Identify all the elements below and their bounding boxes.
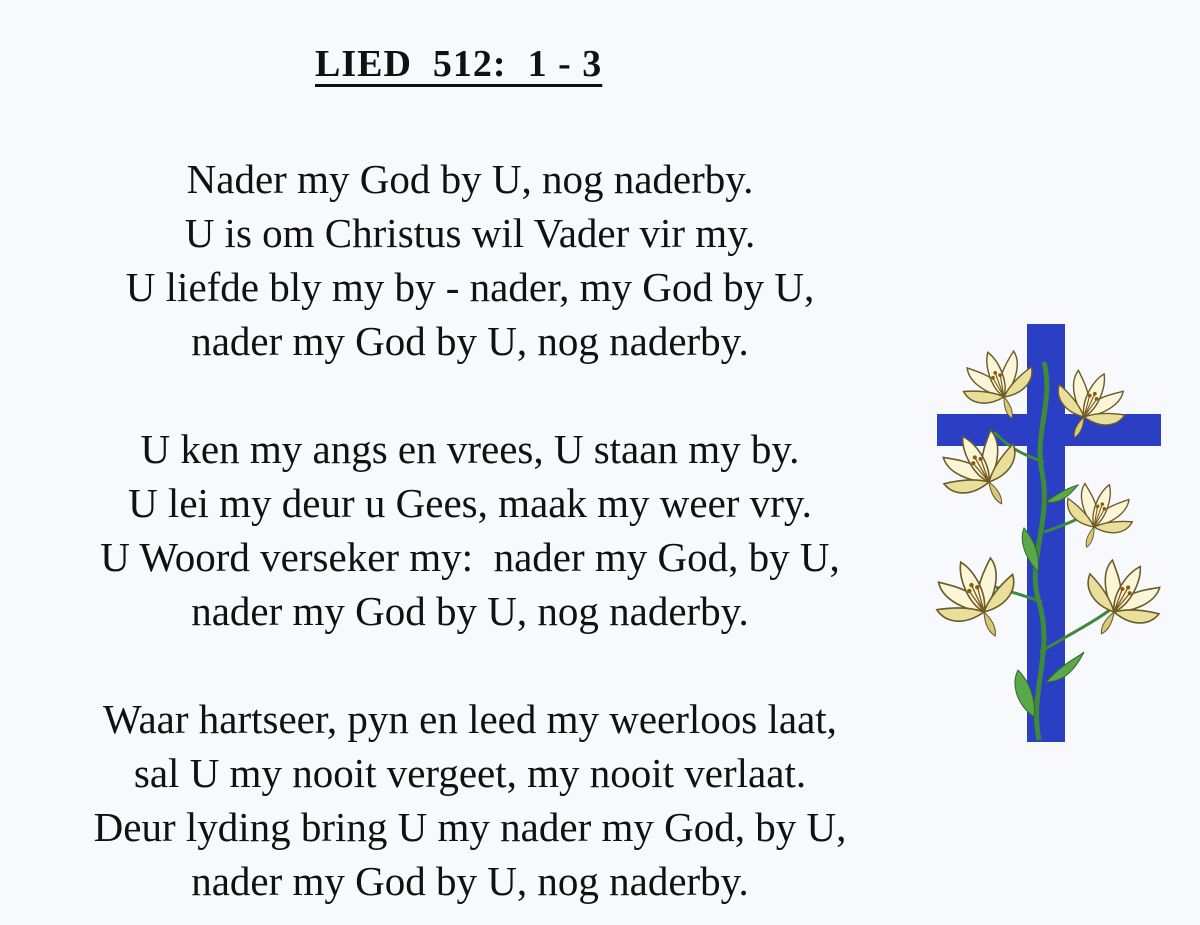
verse-3-line-4: nader my God by U, nog naderby.	[191, 858, 749, 904]
verse-2-line-2: U lei my deur u Gees, maak my weer vry.	[128, 480, 812, 526]
hymn-title: LIED 512: 1 - 3	[315, 43, 603, 85]
verse-1-line-4: nader my God by U, nog naderby.	[191, 318, 749, 364]
verse-1	[30, 152, 910, 368]
verse-2	[30, 422, 910, 638]
hymn-verses	[30, 152, 910, 908]
verse-1-line-3: U liefde bly my by - nader, my God by U,	[125, 264, 815, 310]
cross-with-lilies-icon	[934, 322, 1164, 747]
verse-3-line-3: Deur lyding bring U my nader my God, by U,	[93, 804, 847, 850]
verse-2-line-4: nader my God by U, nog naderby.	[191, 588, 749, 634]
verse-1-line-2: U is om Christus wil Vader vir my.	[184, 210, 756, 256]
verse-3-line-2: sal U my nooit vergeet, my nooit verlaat.	[133, 750, 807, 796]
verse-1-line-1: Nader my God by U, nog naderby.	[186, 156, 754, 202]
verse-3-line-1: Waar hartseer, pyn en leed my weerloos laat,	[103, 696, 837, 742]
verse-2-line-1: U ken my angs en vrees, U staan my by.	[140, 426, 800, 472]
verse-2-line-3: U Woord verseker my: nader my God, by U,	[100, 534, 840, 580]
verse-3	[30, 692, 910, 908]
